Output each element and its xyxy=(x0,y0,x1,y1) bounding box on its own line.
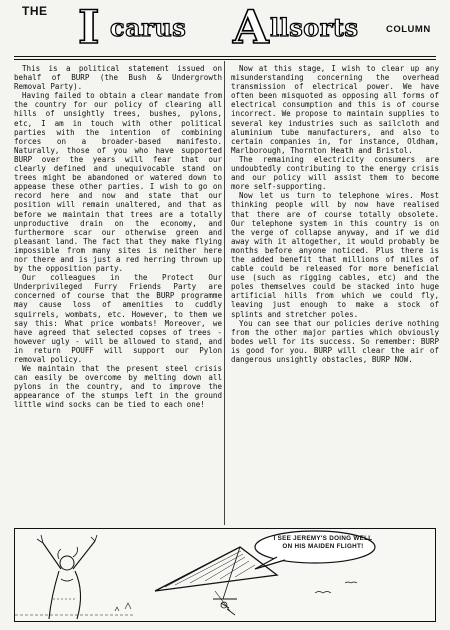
cartoon-panel xyxy=(14,528,436,622)
left-paragraph-1: This is a political statement issued on behalf of BURP (the Bush & Undergrowth Removal Party). xyxy=(14,64,222,92)
masthead-column: COLUMN xyxy=(386,24,431,35)
masthead-word-allsorts: llsorts xyxy=(270,13,359,42)
masthead-word-icarus: carus xyxy=(110,13,187,42)
masthead-initial-a: A xyxy=(233,0,269,54)
masthead-initial-i: I xyxy=(78,0,100,54)
cheering-woman xyxy=(37,535,97,619)
left-paragraph-2: Having failed to obtain a clear mandate from the country for our policy of clearing all hills of unsightly trees, bushes, pylons, etc, I am in touch with other political parties with the intention of combining forces on a broader-based manifesto. Naturally, those of you who have supported BURP over the years will fear that our clearly defined and unequivocable stand on trees might be abandoned or watered down to appease these other parties. I wish to go on record here and now and state that our position will remain unaltered, and that as before we maintain that trees are a totally unproductive drain on the economy, and furthermore scar our otherwise green and pleasant land. The fact that they make flying impossible from many sites is neither here nor there and is just a red herring thrown up by the opposition party. xyxy=(14,91,222,274)
right-paragraph-1: Now at this stage, I wish to clear up any misunderstanding concerning the overhead transmission of electrical power. We have often been misquoted as opposing all forms of electrical consumption and this is of course incorrect. We propose to maintain supplies to several key industries such as sailcloth and aluminium tube manufacturers, and also to certain companies in, for instance, Oldham, Marlborough, Thornton Heath and Bristol. xyxy=(231,64,439,155)
masthead-the: THE xyxy=(22,4,48,18)
left-column xyxy=(14,64,222,526)
hang-glider xyxy=(155,547,277,611)
speech-bubble-text: I SEE JEREMY'S DOING WELL ON HIS MAIDEN FLIGHT! xyxy=(273,535,373,550)
right-paragraph-2: The remaining electricity consumers are undoubtedly contributing to the energy crisis and our policy will assist them to become more self-supporting. xyxy=(231,154,439,192)
left-paragraph-3: Our colleagues in the Protect Our Underprivileged Furry Friends Party are concerned of course that the BURP programme may cause loss of amenities to cuddly squirrels, wombats, etc. However, to them we say this: What price wombats! Moreover, we have agreed that selected copses of trees - however ugly - will be allowed to stand, and in return POUFF will support our Pylon removal policy. xyxy=(14,273,222,364)
right-paragraph-4: You can see that our policies derive nothing from the other major parties which obviously bodes well for its success. So remember: BURP is good for you. BURP will clear the air of dangerous unsightly obstacles, BURP NOW. xyxy=(231,318,439,364)
header-rule-lower xyxy=(14,59,436,60)
column-divider xyxy=(224,61,225,525)
masthead xyxy=(0,0,450,54)
flowers xyxy=(115,603,131,611)
birds xyxy=(315,582,357,593)
left-paragraph-4: We maintain that the present steel crisis can easily be overcome by melting down all pylons in the country, and to improve the appearance of the stumps left in the ground little wind socks can be tied to each one! xyxy=(14,364,222,410)
right-column xyxy=(231,64,439,526)
header-rule xyxy=(14,56,436,57)
speech-bubble-tail xyxy=(255,557,285,569)
right-paragraph-3: Now let us turn to telephone wires. Most thinking people will by now have realised that there are of course totally obsolete. Our telephone system in this country is on the verge of collapse anyway, and if we did away with it altogether, it would probably be months before anyone noticed. Plus there is the added benefit that millions of miles of cable could be released for more beneficial use (such as rigging cables, etc) and the poles themselves could be stacked into huge artificial hills from which we could fly, leaving just enough to make a stock of splints and stretcher poles. xyxy=(231,191,439,319)
